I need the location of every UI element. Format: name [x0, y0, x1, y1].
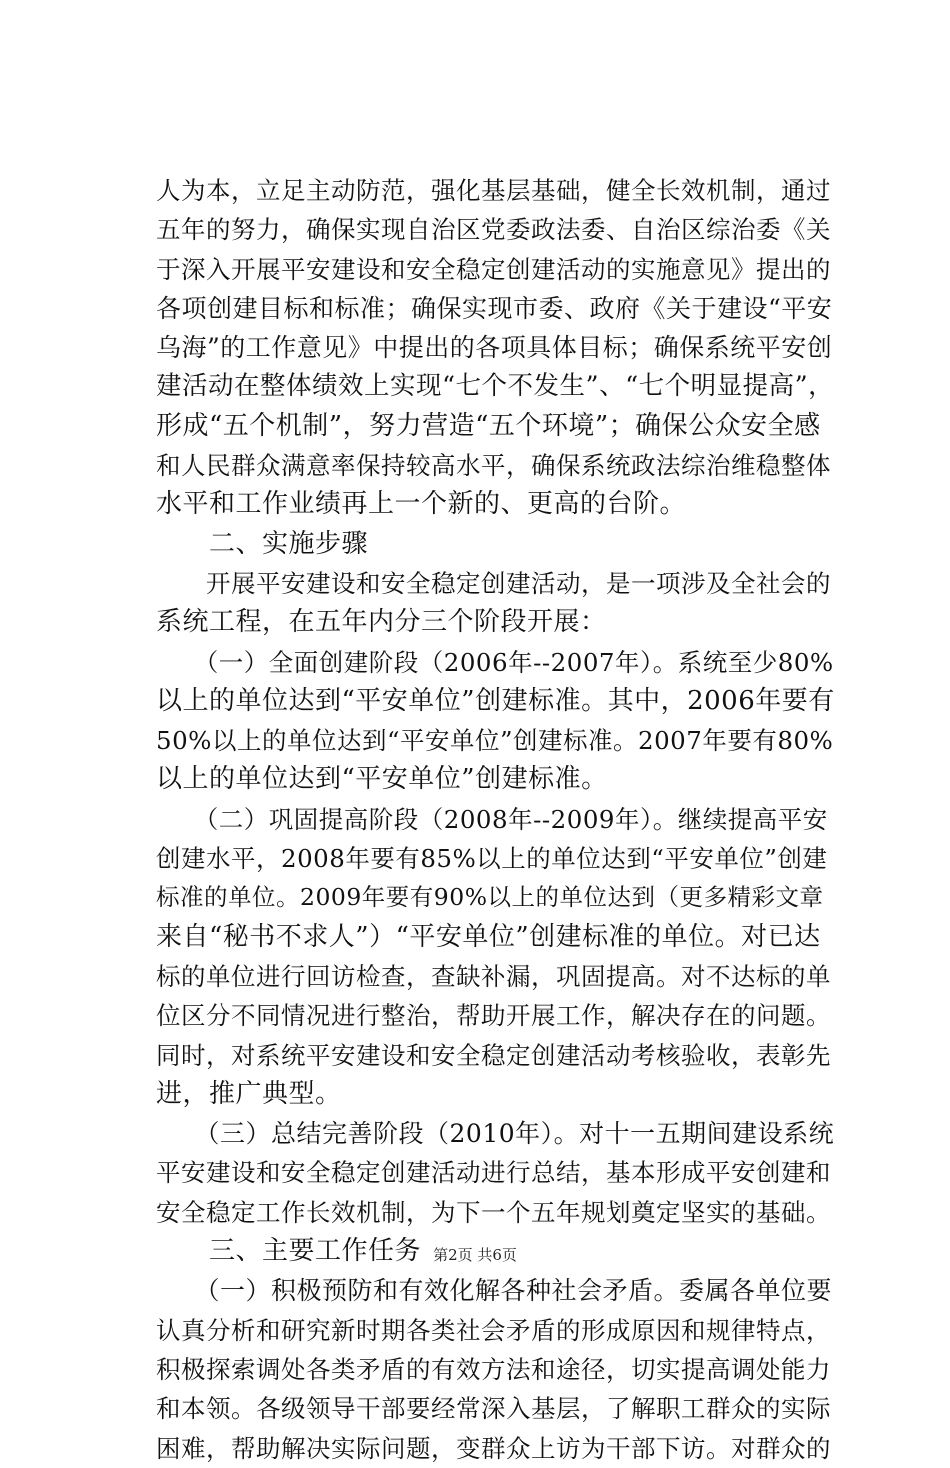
text-line: 平安建设和安全稳定创建活动进行总结，基本形成平安创建和: [156, 1158, 831, 1188]
text-line: 困难，帮助解决实际问题，变群众上访为干部下访。对群众的: [156, 1433, 831, 1463]
text-line: 以上的单位达到“平安单位”创建标准。其中，2006年要有: [156, 685, 835, 716]
text-line: 标的单位进行回访检查，查缺补漏，巩固提高。对不达标的单: [156, 961, 831, 991]
text-line: 开展平安建设和安全稳定创建活动，是一项涉及全社会的: [156, 568, 831, 598]
text-line: 来自“秘书不求人”）“平安单位”创建标准的单位。对已达: [156, 921, 821, 952]
text-line: 形成“五个机制”，努力营造“五个环境”；确保公众安全感: [156, 410, 821, 441]
text-line: 标准的单位。2009年要有90%以上的单位达到（更多精彩文章: [156, 883, 824, 912]
text-line: 和人民群众满意率保持较高水平，确保系统政法综治维稳整体: [156, 451, 831, 481]
text-line: 二、实施步骤: [156, 528, 369, 559]
text-line: 人为本，立足主动防范，强化基层基础，健全长效机制，通过: [156, 176, 831, 205]
text-line: 以上的单位达到“平安单位”创建标准。: [156, 764, 608, 795]
text-line: 和本领。各级领导干部要经常深入基层，了解职工群众的实际: [156, 1394, 831, 1424]
text-line: 建活动在整体绩效上实现“七个不发生”、“七个明显提高”，: [156, 371, 835, 402]
text-line: 系统工程，在五年内分三个阶段开展：: [156, 607, 607, 638]
text-line: 三、主要工作任务: [156, 1236, 422, 1267]
text-line: 创建水平，2008年要有85%以上的单位达到“平安单位”创建: [156, 844, 828, 874]
text-line: 50%以上的单位达到“平安单位”创建标准。2007年要有80%: [156, 726, 834, 756]
document-body: [156, 171, 836, 1468]
text-line: 认真分析和研究新时期各类社会矛盾的形成原因和规律特点，: [156, 1315, 831, 1345]
text-line: 同时，对系统平安建设和安全稳定创建活动考核验收，表彰先: [156, 1040, 831, 1070]
text-line: 安全稳定工作长效机制，为下一个五年规划奠定坚实的基础。: [156, 1197, 831, 1227]
text-line: （一）积极预防和有效化解各种社会矛盾。委属各单位要: [156, 1276, 833, 1306]
text-line: （一）全面创建阶段（2006年--2007年）。系统至少80%: [156, 647, 834, 677]
page-footer: 第2页 共6页: [433, 1246, 517, 1264]
text-line: 各项创建目标和标准；确保实现市委、政府《关于建设“平安: [156, 293, 833, 323]
text-line: 进，推广典型。: [156, 1078, 342, 1109]
text-line: （二）巩固提高阶段（2008年--2009年）。继续提高平安: [156, 804, 828, 834]
text-line: 水平和工作业绩再上一个新的、更高的台阶。: [156, 489, 687, 520]
text-line: 乌海”的工作意见》中提出的各项具体目标；确保系统平安创: [156, 333, 833, 363]
text-line: 积极探索调处各类矛盾的有效方法和途径，切实提高调处能力: [156, 1354, 831, 1384]
text-line: （三）总结完善阶段（2010年）。对十一五期间建设系统: [156, 1119, 835, 1149]
text-line: 五年的努力，确保实现自治区党委政法委、自治区综治委《关: [156, 215, 831, 245]
text-line: 于深入开展平安建设和安全稳定创建活动的实施意见》提出的: [156, 254, 831, 284]
text-line: 位区分不同情况进行整治，帮助开展工作，解决存在的问题。: [156, 1001, 831, 1031]
